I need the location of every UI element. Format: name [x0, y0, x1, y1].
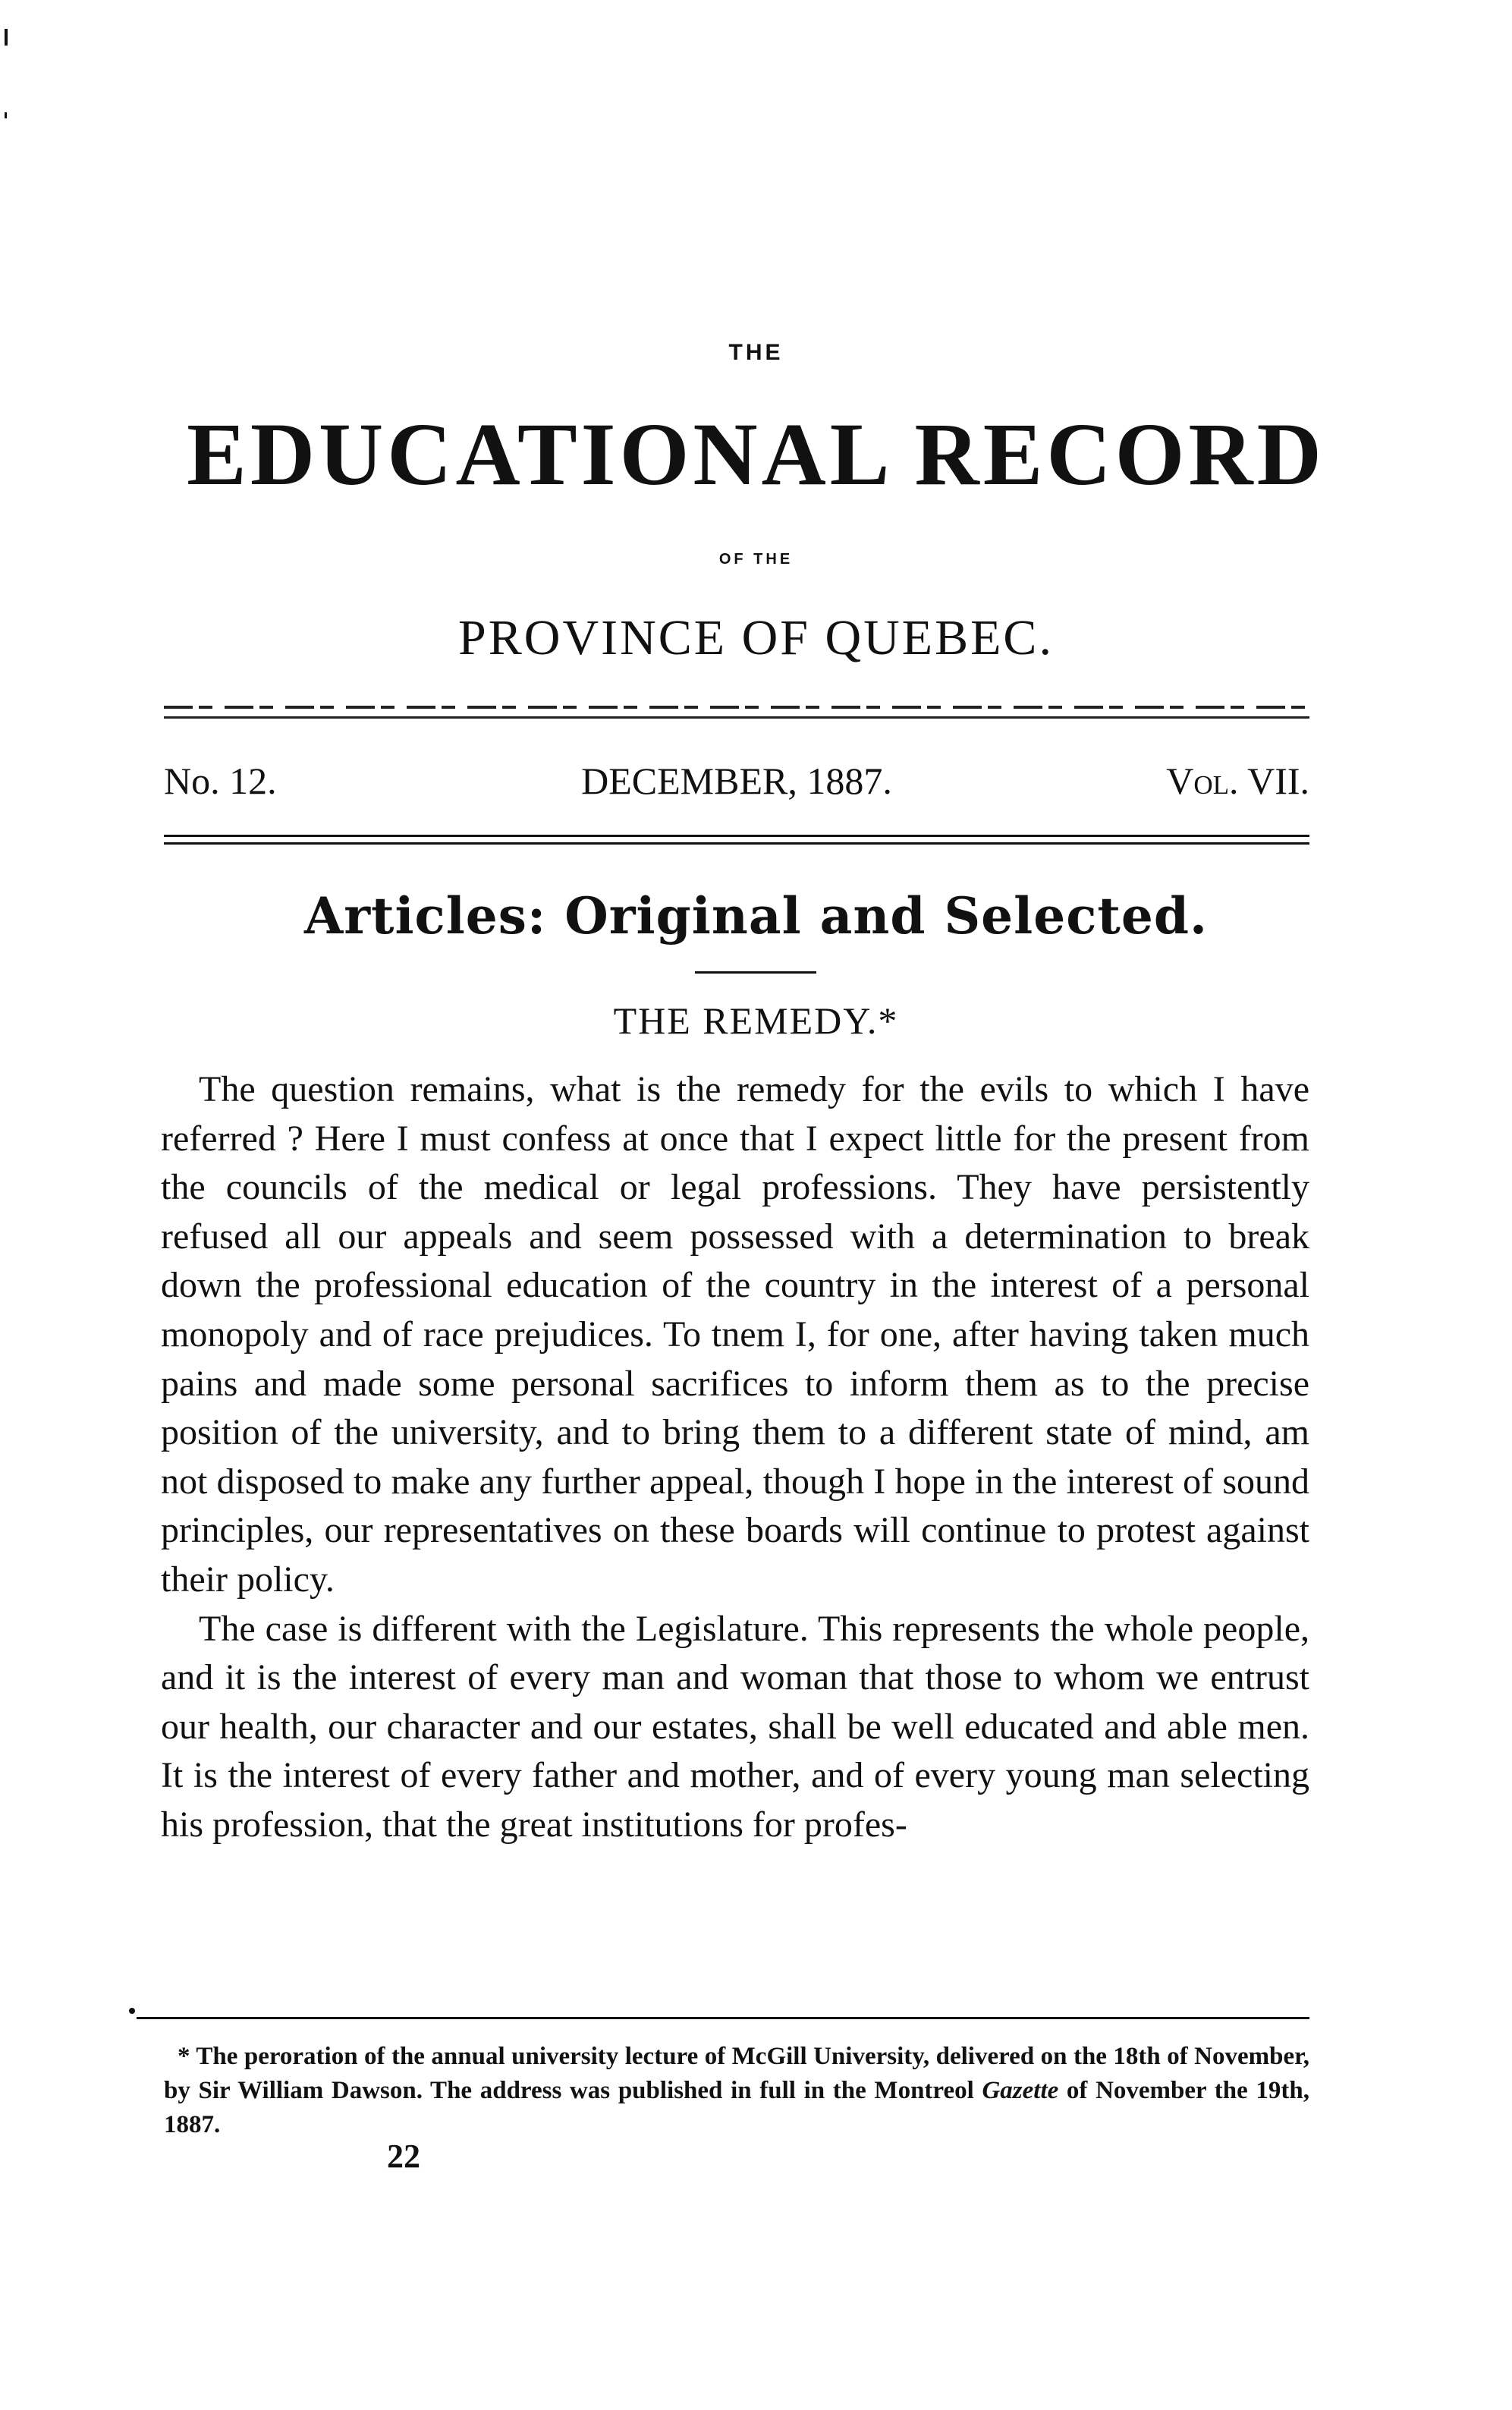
footnote-newspaper: Gazette: [982, 2077, 1059, 2104]
section-divider: [695, 971, 816, 974]
footnote-bullet: [129, 2008, 135, 2014]
journal-title: EDUCATIONAL RECORD: [187, 404, 1325, 504]
masthead-rule-top: [164, 706, 1309, 709]
issue-line: [164, 759, 1309, 804]
footnote-rule: [137, 2017, 1309, 2019]
section-heading: Articles: Original and Selected.: [303, 886, 1209, 945]
scan-mark: [5, 112, 7, 118]
article-paragraph-2: The case is different with the Legislature. This represents the whole people, and it is the interest of every man and woman that those to whom we entrust our health, our character and our estates, shall be well educated and able men. It is the interest of every father and mother, and of every young man selecting his profession, that the great institutions for profes-: [161, 1608, 1309, 1845]
issue-date: DECEMBER, 1887.: [581, 760, 892, 802]
issue-rule-top: [164, 835, 1309, 837]
masthead-the: THE: [728, 340, 784, 365]
page-number: 22: [387, 2138, 420, 2175]
issue-number: No. 12.: [164, 760, 277, 802]
masthead-province: PROVINCE OF QUEBEC.: [458, 610, 1054, 665]
article-title: THE REMEDY.*: [613, 999, 899, 1042]
footnote-date: of November the 19th, 1887.: [164, 2077, 1310, 2138]
issue-rule-bottom: [164, 842, 1309, 845]
masthead-of-the: OF THE: [718, 551, 794, 568]
masthead-rule-bottom: [164, 716, 1309, 719]
article-body: [161, 1065, 1309, 1850]
scan-mark: [5, 29, 8, 46]
footnote: [164, 2040, 1309, 2142]
issue-volume: Vol. VII.: [1166, 760, 1309, 802]
footnote-text: * The peroration of the annual university lecture of McGill University, delivered on the 18th of November, by Sir William Dawson. The address was published in full in the Montreol: [164, 2043, 1309, 2104]
article-paragraph-1: The question remains, what is the remedy for the evils to which I have referred ? Here I must confess at once that I expect little for the present from the councils of the medical or legal professions. They have persistently refused all our appeals and seem possessed with a determination to break down the professional education of the country in the interest of a personal monopoly and of race prejudices. To tnem I, for one, after having taken much pains and made some personal sacrifices to inform them as to the precise position of the university, and to bring them to a different state of mind, am not disposed to make any further appeal, though I hope in the interest of sound principles, our representatives on these boards will continue to protest against their policy.: [161, 1069, 1309, 1600]
